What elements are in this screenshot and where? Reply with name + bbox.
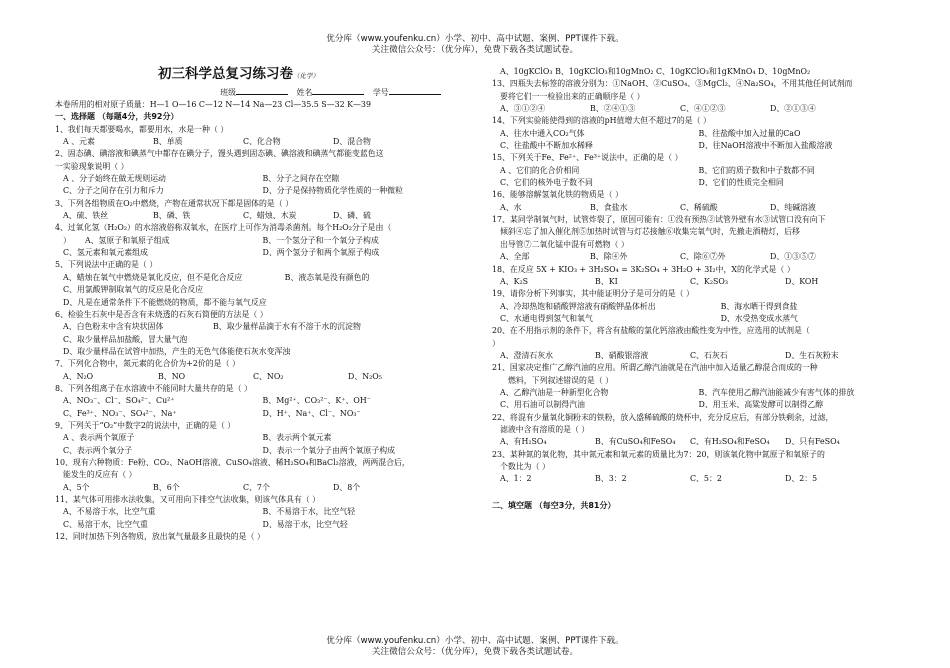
option: D、生石灰粉末 [785,350,839,360]
option: C、表示两个氧分子 [63,445,133,455]
question-18: 18、在反应 5X + KIO₃ + 3H₂SO₄ = 3K₂SO₄ + 3H₂O + 3I₂中，X的化学式是（ ） [492,264,795,274]
option: B、有CuSO₄和FeSO₄ [595,437,676,447]
q6-options [55,321,462,333]
q19-options [492,313,897,325]
option: A、澄清石灰水 [500,350,554,360]
q5-options [55,284,462,296]
question-15: 15、下列关于Fe、Fe²⁺、Fe³⁺说法中，正确的是（ ） [492,153,683,163]
q23-options [492,473,897,485]
option: A、氢原子和氧原子组成 [84,235,170,245]
question-4: 4、过氧化氢（H₂O₂）的水溶液俗称双氧水，在医疗上可作为消毒杀菌剂。每个H₂O₂分子是由（ [55,223,392,233]
option: C、K₂SO₃ [690,276,729,286]
q21-options [492,399,897,411]
q8-options [55,408,462,420]
question-20-cont: ） [492,338,500,348]
q8-options [55,395,462,407]
q22-options [492,436,897,448]
footer-line-1: 优分库（www.youfenku.cn）小学、初中、高中试题、案例、PPT课件下载。 [326,636,624,646]
header-line-1: 优分库（www.youfenku.cn）小学、初中、高中试题、案例、PPT课件下载。 [326,34,624,44]
question-23-cont: 个数比为（ ） [500,462,550,471]
question-2: 2、固态碘、碘溶液和碘蒸气中都存在碘分子，馒头遇到固态碘、碘溶液和碘蒸气都能变蓝色这 [55,149,384,159]
question-20: 20、在不用指示剂的条件下，将含有盐酸的氯化钙溶液由酸性变为中性，应选用的试剂是（ [492,326,810,336]
option: A、往水中通入CO₂气体 [500,128,585,138]
class-label: 班级 [220,88,237,97]
option: B、表示两个氧元素 [262,433,332,443]
option: B、分子之间存在空隙 [262,174,340,184]
option: C、用氯酸钾制取氧气的反应是化合反应 [63,285,204,295]
option: A 、分子始终在做无规则运动 [63,174,166,184]
question-17-cont: 倾斜④忘了加入催化剂⑤加热时试管与灯芯接触⑥收集完氧气时，先撤走酒精灯，后移 [500,227,800,237]
option: C、水通电得到氢气和氧气 [500,313,593,323]
name-blank[interactable] [312,86,364,95]
q18-options [492,276,897,288]
right-column [492,66,897,512]
question-10: 10、现有六种物质：Fe粉、CO₂、NaOH溶液、CuSO₄溶液、稀H₂SO₄和BaCl₂溶液，两两混合后， [55,457,410,467]
question-19: 19、请你分析下列事实，其中能证明分子是可分的是（ ） [492,289,694,299]
option: A、NO₃⁻、Cl⁻、SO₄²⁻、Cu²⁺ [63,396,175,406]
q11-options [55,519,462,531]
q1-options [55,136,462,148]
question-12: 12、同时加热下列各物质，放出氧气量最多且最快的是（ ） [55,532,265,542]
option: C、Fe³⁺、NO₃⁻、SO₄²⁻、Na⁺ [63,408,177,418]
q15-options [492,165,897,177]
option: D、往NaOH溶液中不断加入盐酸溶液 [698,141,833,151]
q3-options [55,210,462,222]
q4-options [55,235,462,247]
question-13: 13、四瓶失去标签的溶液分别为：①NaOH、②CuSO₄、③MgCl₂、④Na₂SO₄，不用其他任何试剂而 [492,79,853,89]
option: A、5个 [63,482,90,492]
question-8: 8、下列各组离子在水溶液中不能同时大量共存的是（ ） [55,383,252,393]
option: A、水 [500,202,522,212]
question-1: 1、我们每天都要喝水，都要用水，水是一种（ ） [55,124,229,134]
q6-options [55,346,462,358]
option: C、NO₂ [253,371,284,381]
option: B、②④①③ [590,104,636,114]
option: B、Mg²⁺、CO₃²⁻、K⁺、OH⁻ [262,396,371,406]
option: C、它们的核外电子数不同 [500,178,593,188]
option: B、它们的质子数和中子数都不同 [698,165,815,175]
option: D、2：5 [785,474,818,484]
question-23: 23、某种氮的氧化物，其中氮元素和氧元素的质量比为7：20，则该氧化物中氮原子和氧原子的 [492,449,825,459]
option: C、往盐酸中不断加水稀释 [500,141,593,151]
option: C、除⑥⑦外 [680,252,726,262]
option: B、磷、铁 [153,211,191,221]
header-line-2: 关注微信公众号：（优分库），免费下载各类试题试卷。 [371,45,579,55]
question-9: 9、下列关于“O₂”中数字2的说法中，正确的是（ ） [55,420,236,430]
q10-options [55,482,462,494]
option: D、水受热变成水蒸气 [720,313,798,323]
atomic-masses: 本卷所用的相对原子质量：H—1 O—16 C—12 N—14 Na—23 Cl—35.5 S—32 K—39 [55,100,371,109]
option: B、除④外 [590,252,628,262]
page-footer [0,636,950,658]
option: B、单质 [153,137,183,147]
question-2-cont: 一实验现象说明（ ） [55,161,129,171]
option: A、1：2 [500,474,532,484]
page-header [0,34,950,56]
option: A、N₂O [63,371,94,381]
option: D、表示一个氧分子由两个氧原子构成 [262,445,396,455]
question-7: 7、下列化合物中，氮元素的化合价为+2价的是（ ） [55,359,240,369]
option: B、液态氧是没有颜色的 [284,272,370,282]
option: D、纯碱溶液 [770,202,816,212]
option: C、有H₂SO₄和FeSO₄ [690,437,770,447]
option: C、用石油可以制得汽油 [500,400,585,410]
section-1-heading: 一、选择题 （每题4分，共92分） [55,112,179,122]
section-2-heading: 二、填空题 （每空3分，共81分） [492,500,616,510]
q2-options [55,173,462,185]
question-22-cont: 滤液中含有溶质的是（ ） [500,424,590,434]
option: B、取少量样品滴于水有不溶于水的沉淀物 [213,322,361,332]
option: A、乙醇汽油是一种新型化合物 [500,387,609,397]
option: D、N₂O₅ [348,371,382,381]
question-3: 3、下列各组物质在O₂中燃烧，产物在通常状况下都是固体的是（ ） [55,198,294,208]
option: B、6个 [153,482,180,492]
title-subject: （化学） [293,72,319,80]
q13-options [492,103,897,115]
question-10-cont: 能发生的反应有（ ） [63,470,137,480]
option: D、用玉米、高粱发酵可以制得乙醇 [698,400,824,410]
question-17-cont: 出导管⑦二氧化锰中混有可燃物（ ） [500,239,629,249]
option: A 、元素 [63,137,95,147]
q5-options [55,297,462,309]
q4-options [55,247,462,259]
name-label: 姓名 [296,88,313,97]
q14-options [492,140,897,152]
option: D、取少量样品在试管中加热，产生的无色气体能使石灰水变浑浊 [63,346,291,356]
question-13-cont: 要将它们一一检验出来的正确顺序是（ ） [500,91,645,101]
option: D、易溶于水，比空气轻 [262,519,348,529]
option: D、②①③④ [770,104,816,114]
q16-options [492,202,897,214]
question-17: 17、某同学制氧气时，试管炸裂了，原因可能有：①没有预热②试管外壁有水③试管口没有向下 [492,215,826,225]
q19-options [492,301,897,313]
q14-options [492,128,897,140]
option: C、稀硫酸 [680,202,718,212]
q9-options [55,432,462,444]
question-6: 6、检验生石灰中是否含有未烧透的石灰石简便的方法是（ ） [55,309,268,319]
student-info [55,86,462,99]
option: D、磷、硫 [333,211,371,221]
option: B、食盐水 [590,202,628,212]
option: A、冷却热饱和硝酸钾溶液有硝酸钾晶体析出 [500,301,656,311]
option: D、KOH [785,276,819,286]
question-14: 14、下列实验能使得到的溶液的pH值增大但不超过7的是（ ） [492,116,711,126]
option: A、硫、铁丝 [63,211,109,221]
number-label: 学号 [372,88,389,97]
exam-title [15,64,462,86]
option: B、海水晒干得到食盐 [720,301,798,311]
option: D、它们的性质完全相同 [698,178,784,188]
q4-paren: ） [63,235,71,245]
option: A、全部 [500,252,530,262]
option: C、5：2 [690,474,722,484]
q6-options [55,334,462,346]
left-column [55,64,462,543]
option: C、取少量样品加盐酸，冒大量气泡 [63,334,188,344]
option: D、混合物 [333,137,371,147]
question-5: 5、下列说法中正确的是（ ） [55,260,158,270]
option: A、白色粉末中含有块状固体 [63,322,164,332]
option: C、氢元素和氧元素组成 [63,248,148,258]
option: C、④①②③ [680,104,726,114]
q20-options [492,350,897,362]
option: C、石灰石 [690,350,728,360]
q9-options [55,445,462,457]
q17-options [492,251,897,263]
option: B、3：2 [595,474,627,484]
option: A 、表示两个氧原子 [63,433,135,443]
question-11: 11、某气体可用排水法收集，又可用向下排空气法收集，则该气体具有（ ） [55,495,321,504]
option: A、蜡烛在氧气中燃烧是氧化反应，但不是化合反应 [63,272,243,282]
option: B、NO [158,371,186,381]
option: A、有H₂SO₄ [500,437,547,447]
option: A、③①②④ [500,104,546,114]
option: C、分子之间存在引力和斥力 [63,186,164,196]
question-16: 16、能够溶解氢氧化铁的物质是（ ） [492,190,623,200]
option: D、两个氢分子和两个氧原子构成 [262,248,380,258]
option: D、①③⑤⑦ [770,252,816,262]
question-22: 22、将混有少量氧化铜粉末的铁粉，放入盛稀硫酸的烧杯中，充分反应后，有部分铁剩余，过滤， [492,412,834,422]
option: C、7个 [243,482,270,492]
number-blank[interactable] [389,86,441,95]
option: D、分子是保持物质化学性质的一种微粒 [262,186,403,196]
option: B、往盐酸中加入过量的CaO [698,128,801,138]
option: B、硝酸银溶液 [595,350,649,360]
option: B、KI [595,276,618,286]
option: D、H⁺、Na⁺、Cl⁻、NO₃⁻ [262,408,361,418]
question-21-cont: 燃料，下列叙述错误的是（ ） [508,375,614,385]
footer-line-2: 关注微信公众号：（优分库），免费下载各类试题试卷。 [371,647,579,657]
q7-options [55,371,462,383]
option: C、化合物 [243,137,281,147]
option: B、一个氢分子和一个氧分子构成 [262,235,379,245]
option: A 、它们的化合价相同 [500,165,580,175]
option: A、不易溶于水，比空气重 [63,507,156,517]
q15-options [492,177,897,189]
option: B、汽车使用乙醇汽油能减少有害气体的排放 [698,387,855,397]
option: C、蜡烛、木炭 [243,211,297,221]
q2-options [55,185,462,197]
question-21: 21、国家决定推广乙醇汽油的应用。所谓乙醇汽油就是在汽油中加入适量乙醇混合而成的一种 [492,363,818,373]
q11-options [55,506,462,518]
option: D、凡是在通常条件下不能燃烧的物质，都不能与氧气反应 [63,297,267,307]
q21-options [492,387,897,399]
option: D、只有FeSO₄ [785,437,840,447]
q12-options: A、10gKClO₃ B、10gKClO₃和10gMnO₂ C、10gKClO₃和1gKMnO₄ D、10gMnO₂ [500,67,811,76]
option: B、不易溶于水，比空气轻 [262,507,356,517]
q5-options [55,272,462,284]
title-text: 初三科学总复习练习卷 [158,66,293,82]
option: A、K₂S [500,276,529,286]
option: C、易溶于水，比空气重 [63,519,148,529]
class-blank[interactable] [236,86,288,95]
option: D、8个 [333,482,361,492]
